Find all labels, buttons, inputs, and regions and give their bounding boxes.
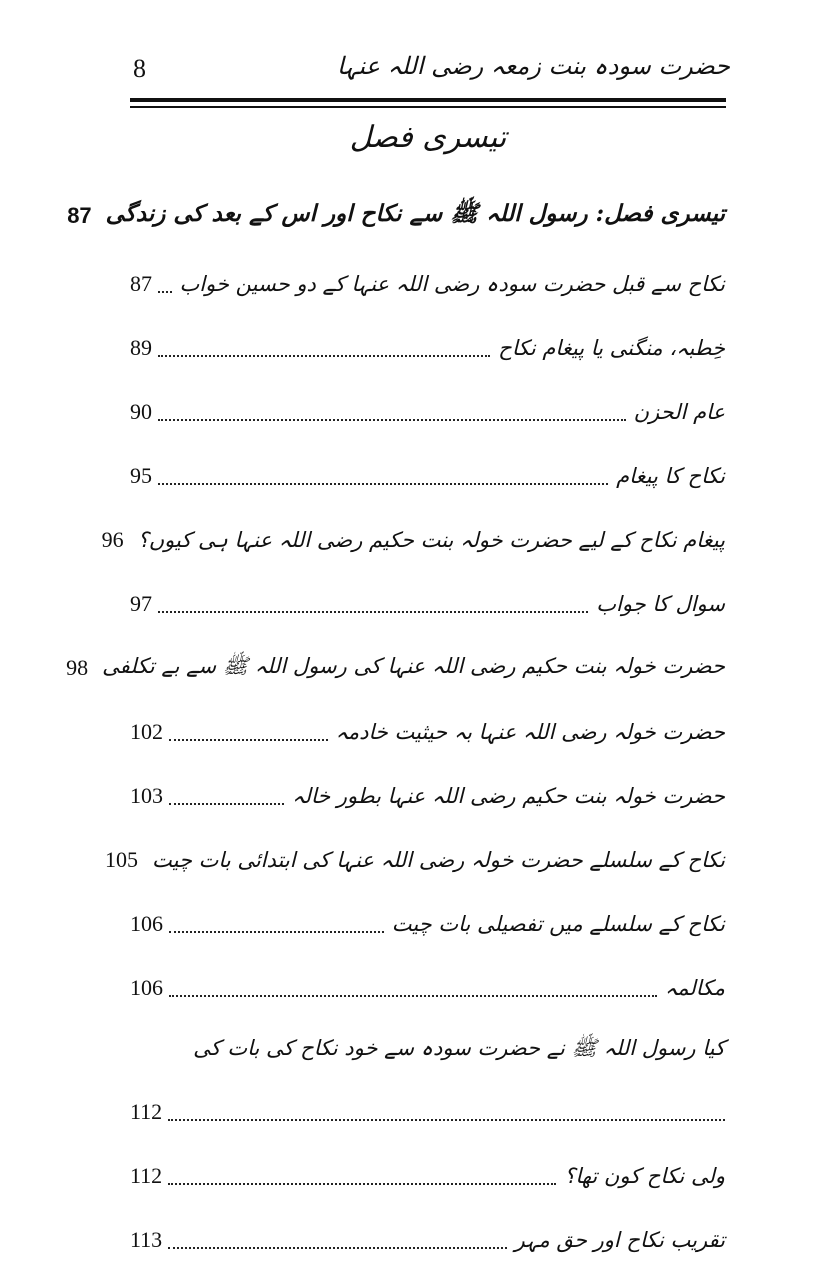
- toc-entry-page: 97: [130, 591, 152, 616]
- toc-entry: [101, 508, 725, 572]
- toc-chapter-title: تیسری فصل: رسول اللہ ﷺ سے نکاح اور اس کے بعد کی زندگی: [105, 200, 725, 227]
- toc-entry-page: 95: [130, 463, 152, 488]
- header-rule-thick: [130, 98, 726, 102]
- toc-entry-title: حضرت خولہ بنت حکیم رضی اللہ عنہا کی رسول اللہ ﷺ سے بے تکلفی: [102, 653, 725, 678]
- toc-entry-page: 89: [130, 335, 152, 360]
- toc-entry-title: حضرت خولہ بنت حکیم رضی اللہ عنہا بطور خالہ: [292, 784, 725, 808]
- toc-entry-title: نکاح کے سلسلے میں تفصیلی بات چیت: [391, 912, 725, 936]
- section-heading: تیسری فصل: [349, 120, 507, 155]
- toc-entry: [130, 444, 725, 508]
- toc-chapter-page: 87: [67, 203, 92, 228]
- toc-entry-wrapped-page: [130, 1080, 725, 1144]
- toc-entry-page: 112: [130, 1099, 163, 1124]
- dot-leader: [158, 419, 626, 421]
- dot-leader: [169, 803, 284, 805]
- toc-entry-page: 106: [130, 975, 163, 1000]
- page-header: [130, 52, 730, 92]
- toc-entry-page: 103: [130, 783, 163, 808]
- dot-leader: [169, 931, 384, 933]
- toc-entry-title: پیغام نکاح کے لیے حضرت خولہ بنت حکیم رضی اللہ عنہا ہی کیوں؟: [137, 528, 725, 552]
- toc-entry: [130, 1144, 725, 1208]
- toc-entry-title: حضرت خولہ رضی اللہ عنہا بہ حیثیت خادمہ: [335, 720, 725, 744]
- toc-entry-page: 112: [130, 1163, 163, 1188]
- toc-entry: [130, 1208, 725, 1272]
- dot-leader: [158, 355, 490, 357]
- dot-leader: [168, 1119, 725, 1121]
- toc-entry-page: 113: [130, 1227, 163, 1252]
- toc-entry-page: 98: [66, 655, 89, 680]
- toc-entry-page: 96: [101, 527, 124, 552]
- toc-entry-title: عام الحزن: [633, 400, 725, 424]
- toc-entry: [66, 636, 725, 700]
- toc-entry-title: نکاح سے قبل حضرت سودہ رضی اللہ عنہا کے دو حسین خواب: [179, 272, 725, 296]
- toc-entry-title: نکاح کے سلسلے حضرت خولہ رضی اللہ عنہا کی ابتدائی بات چیت: [152, 848, 725, 872]
- table-of-contents: [66, 180, 725, 1272]
- toc-entry: [130, 764, 725, 828]
- dot-leader: [169, 995, 657, 997]
- toc-entry-wrapped-title: [130, 1020, 725, 1080]
- toc-entry-page: 105: [105, 847, 139, 872]
- dot-leader: [158, 611, 588, 613]
- dot-leader: [169, 739, 328, 741]
- toc-entry: [130, 380, 725, 444]
- dot-leader: [168, 1247, 506, 1249]
- toc-entry: [130, 316, 725, 380]
- header-rule-thin: [130, 106, 726, 108]
- toc-chapter-row: [67, 180, 725, 252]
- dot-leader: [158, 291, 172, 293]
- toc-entry: [130, 892, 725, 956]
- toc-entry-title: تقریب نکاح اور حق مہر: [514, 1228, 725, 1252]
- toc-entry-title: کیا رسول اللہ ﷺ نے حضرت سودہ سے خود نکاح کی بات کی: [193, 1035, 725, 1060]
- toc-entry-title: سوال کا جواب: [596, 592, 725, 616]
- running-title: حضرت سودہ بنت زمعہ رضی اللہ عنہا: [337, 52, 730, 80]
- toc-entry: [130, 956, 725, 1020]
- toc-entry-title: ولی نکاح کون تھا؟: [564, 1164, 725, 1188]
- toc-entry: [130, 572, 725, 636]
- toc-entry: [130, 700, 725, 764]
- toc-entry-title: خِطبہ، منگنی یا پیغام نکاح: [498, 336, 725, 360]
- toc-entry-page: 106: [130, 911, 163, 936]
- dot-leader: [158, 483, 608, 485]
- toc-entry-page: 87: [130, 271, 152, 296]
- dot-leader: [168, 1183, 556, 1185]
- toc-entry-title: مکالمہ: [664, 976, 725, 1000]
- toc-entry-title: نکاح کا پیغام: [616, 464, 725, 488]
- toc-entry-page: 102: [130, 719, 163, 744]
- page-number: 8: [133, 54, 146, 83]
- toc-entry-page: 90: [130, 399, 152, 424]
- toc-entry: [105, 828, 725, 892]
- toc-entry: [130, 252, 725, 316]
